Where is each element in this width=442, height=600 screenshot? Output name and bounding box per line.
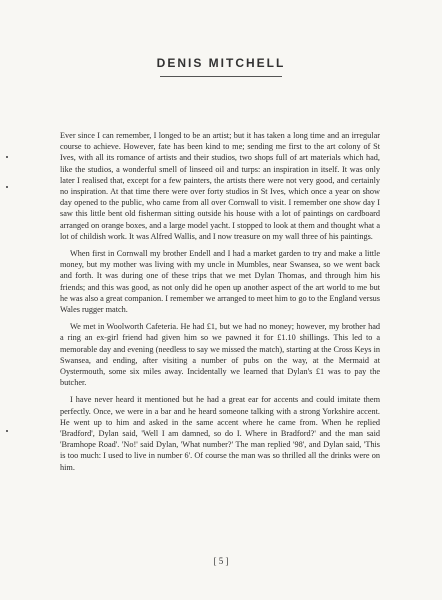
paragraph: I have never heard it mentioned but he had a great ear for accents and could imitate them perfectly. Once, we were in a bar and he heard someone talking with a strong Yorkshire accent. He went up to him and asked in the same accent where he came from. When he replied 'Bradford', Dylan said, 'Well I am damned, so do I. Where in Bradford?' and the man said 'Bramhope Road'. 'No!' said Dylan, 'What number?' The man replied '98', and Dylan said, 'This is too much: I used to live in number 6'. Of course the man was so thrilled all the drinks were on him. bbox=[60, 395, 380, 472]
paragraph: We met in Woolworth Cafeteria. He had £1, but we had no money; however, my brother had a ring an ex-girl friend had given him so we pawned it for £1.10 shillings. This led to a memorable day and evening (needless to say we missed the match), starting at the Cross Keys in Swansea, and ending, after visiting a number of pubs on the way, at the Mermaid at Oystermouth, some six miles away. Incidentally we learned that Dylan's £1 was to pay the butcher. bbox=[60, 322, 380, 388]
paragraph: Ever since I can remember, I longed to be an artist; but it has taken a long time and an irregular course to achieve. However, fate has been kind to me; sending me first to the art colony of St Ives, with all its romance of artists and their studios, two shops full of art materials which had, like the studios, a wonderful smell of linseed oil and turps: an inspiration in itself. It was only later I realised that, except for a few painters, the artists there were not very good, and certainly no inspiration. At that time there were over forty studios in St Ives, which once a year on show day opened to the public, who came from all over Cornwall to visit. I remember one show day I saw this little bent old fisherman sitting outside his house with a lot of paintings on cardboard arranged on orange boxes, and a large model yacht. I stopped to look at them and thought what a lot of childish work. It was Alfred Wallis, and I now treasure on my wall three of his paintings. bbox=[60, 131, 380, 241]
margin-mark bbox=[6, 430, 8, 432]
page-number: [ 5 ] bbox=[213, 556, 229, 566]
page-title: DENIS MITCHELL bbox=[156, 56, 286, 70]
margin-mark bbox=[6, 186, 8, 188]
paragraph: When first in Cornwall my brother Endell and I had a market garden to try and make a little money, but my mother was living with my uncle in Mumbles, near Swansea, so we went back and forth. It was during one of these trips that we met Dylan Thomas, and through him his friends; and this was good, as not only did he open up another aspect of the art world to me but he was also a great companion. I remember we arranged to meet him to go to the England versus Wales rugger match. bbox=[60, 249, 380, 315]
title-rule bbox=[160, 76, 282, 77]
margin-mark bbox=[6, 156, 8, 158]
body-text bbox=[60, 130, 380, 479]
